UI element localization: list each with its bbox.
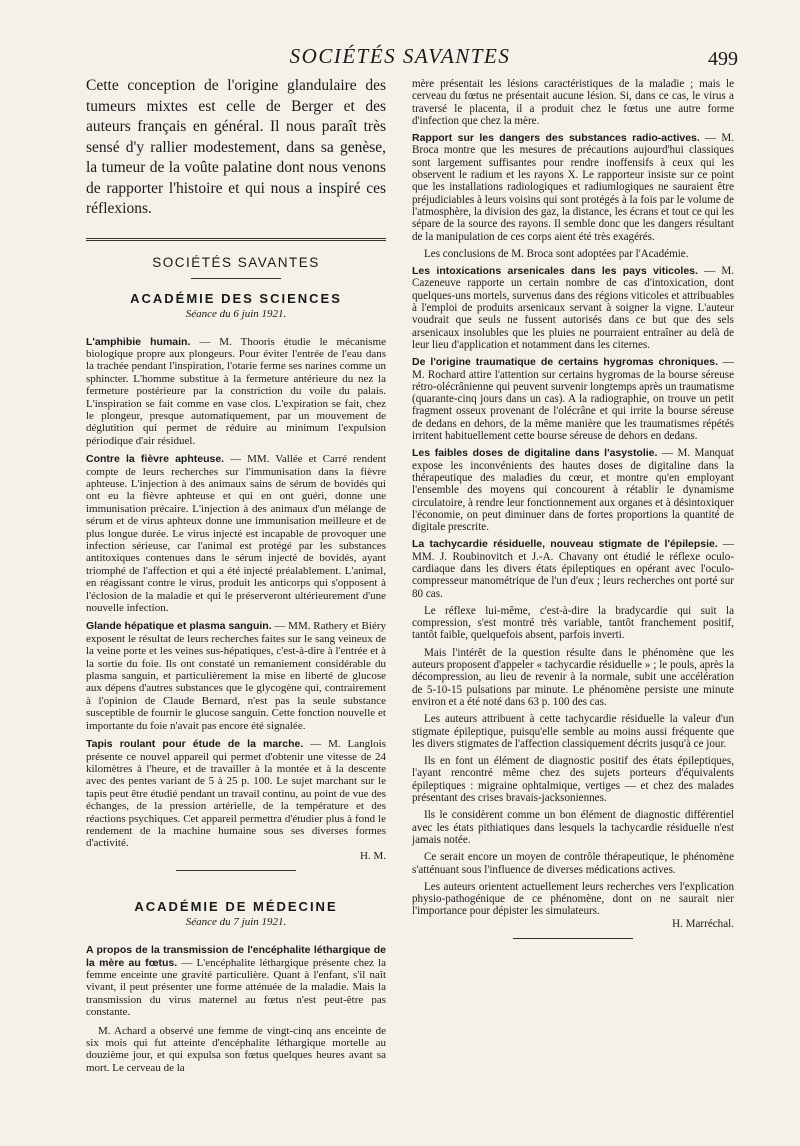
academy-sciences-heading: ACADÉMIE DES SCIENCES xyxy=(130,290,342,306)
abstract-paragraph: M. Achard a observé une femme de vingt-cinq ans enceinte de six mois qui fut atteinte d'encéphalite léthargique mortelle au douzième jour, et qui expulsa son fœtus quelques heures avant sa mort. Le cerveau de la xyxy=(86,1024,386,1074)
left-column xyxy=(86,76,386,1080)
abstract-title: Tapis roulant pour étude de la marche. xyxy=(86,738,304,751)
abstract-item xyxy=(86,738,386,862)
abstract-paragraph: Le réflexe lui-même, c'est-à-dire la bradycardie qui suit la compression, s'est montré très variable, tantôt franchement positif, tantôt faible, quelquefois absent, parfois inverti. xyxy=(412,604,734,642)
abstract-body: Les auteurs orientent actuellement leurs recherches vers l'explication physio-pathogénique de ce phénomène, dont on ne saurait nier l'importance pour dépister les simulateurs. xyxy=(412,880,734,918)
abstract-item xyxy=(412,447,734,533)
abstract-paragraph: Mais l'intérêt de la question résulte dans le phénomène que les auteurs proposent d'appeler « tachycardie résiduelle » ; le pouls, après la décompression, au lieu de revenir à la normale, subit une accélération de 5-10-15 pulsations par minute. Le phénomène persiste une minute environ et a été noté dans 63 p. 100 des cas. xyxy=(412,646,734,708)
right-column xyxy=(412,78,734,939)
abstract-title: Rapport sur les dangers des substances radio-actives. xyxy=(412,132,700,145)
abstract-body: — MM. J. Roubinovitch et J.-A. Chavany ont étudié le réflexe oculo-cardiaque dans les divers états épileptiques en opérant avec l'oculo-compresseur manométrique de l'un d'eux ; leurs recherches ont porté sur 80 cas. xyxy=(412,538,734,600)
abstract-title: A propos de la transmission de l'encéphalite léthargique de la mère au fœtus. xyxy=(86,944,386,969)
abstract-body: — L'encéphalite léthargique présente chez la femme enceinte une gravité particulière. Quant à l'enfant, s'il naît vivant, il peut présenter une forme atténuée de la maladie. Mais la transmission du virus maternel au fœtus n'est peut-être pas constante. xyxy=(86,956,386,1019)
abstract-item xyxy=(86,336,386,448)
abstract-item xyxy=(86,620,386,732)
abstract-title: Les intoxications arsenicales dans les pays viticoles. xyxy=(412,265,698,278)
abstract-body: — M. Langlois présente ce nouvel appareil qui permet d'obtenir une vitesse de 24 kilomètres à l'heure, et de travailler à la montée et à la descente avec des pentes variant de 5 à 25 p. 100. Le sujet marchant sur le tapis peut être étudié pendant un travail continu, au point de vue des échanges, de la pression artérielle, de la température et des réactions psychiques. Cet appareil permettra d'étudier plus à fond le rendement de la machine humaine sous ses diverses formes d'activité. xyxy=(86,738,386,850)
abstract-item xyxy=(86,453,386,614)
abstract-title: Les faibles doses de digitaline dans l'asystolie. xyxy=(412,447,658,460)
abstract-paragraph: Les auteurs attribuent à cette tachycardie résiduelle la valeur d'un stigmate épileptique, puisqu'elle semble au moins aussi fréquente que les divers stigmates de l'affection classiquement décrits jusqu'à ce jour. xyxy=(412,713,734,750)
abstract-item xyxy=(412,356,734,442)
seance-date: Séance du 7 juin 1921. xyxy=(185,916,287,929)
abstract-paragraph: Ils le considèrent comme un bon élément de diagnostic différentiel avec les états pithiatiques dans lesquels la tachycardie résiduelle n'est jamais notée. xyxy=(412,809,734,846)
abstract-body: — MM. Rathery et Biéry exposent le résultat de leurs recherches faites sur le sang veineux de la veine porte et les veines sus-hépatiques, c'est-à-dire à l'entrée et à la sortie du foie. Ils ont constaté un remaniement considérable du plasma sanguin, et particulièrement la mise en liberté de glucose aux dépens d'autres substances que le glycogène qui, contrairement à l'opinion de Claude Bernard, n'est pas la seule substance susceptible de fournir le glucose sanguin. Cette fonction nouvelle et importante du foie n'avait pas encore été signalée. xyxy=(86,620,386,732)
abstract-item xyxy=(86,944,386,1018)
section-divider xyxy=(86,238,386,241)
abstract-title: Contre la fièvre aphteuse. xyxy=(86,453,225,466)
running-title: SOCIÉTÉS SAVANTES xyxy=(289,44,511,68)
section-end-rule xyxy=(513,938,633,939)
abstract-body: — M. Manquat expose les inconvénients des hautes doses de digitaline dans la thérapeutique des maladies du cœur, et montre qu'en employant l'ensemble des moyens qui concourent à rétablir le dynamisme circulatoire, à rendre leur fonctionnement aux organes et à désintoxiquer l'économie, on peut diminuer dans de fortes proportions la quantité de digitale prescrite. xyxy=(412,447,735,534)
abstract-body: — M. Thooris étudie le mécanisme biologique propre aux plongeurs. Pour éviter l'entrée de l'eau dans la trachée pendant l'inspiration, l'otarie ferme ses narines comme un sphincter. L'homme substitue à la fermeture antérieure du nez la fermeture postérieure par la constriction du voile du palais. L'inspiration se fait comme en vase clos. L'expiration se fait, chez le plongeur, presque automatiquement, par un mouvement de déglutition qui permet de réduire au minimum l'expulsion périodique d'air résiduel. xyxy=(86,335,386,447)
abstract-item xyxy=(412,265,734,351)
abstract-paragraph: Ce serait encore un moyen de contrôle thérapeutique, le phénomène s'atténuant sous l'influence de diverses médications actives. xyxy=(412,851,734,876)
abstract-title: La tachycardie résiduelle, nouveau stigmate de l'épilepsie. xyxy=(412,538,718,551)
page-number: 499 xyxy=(708,48,738,70)
abstract-paragraph xyxy=(412,881,734,930)
heading-rule xyxy=(191,278,281,279)
section-heading: SOCIÉTÉS SAVANTES xyxy=(152,254,320,270)
intro-paragraph: Cette conception de l'origine glandulaire des tumeurs mixtes est celle de Berger et des auteurs français en général. Il nous paraît très sensé d'y rallier modestement, dans sa genèse, la tumeur de la voûte palatine dont nous venons de rapporter l'histoire et qui nous a inspiré ces réflexions. xyxy=(86,77,386,217)
abstract-body: — M. Rochard attire l'attention sur certains hygromas de la bourse séreuse rétro-olécrânienne qui peuvent survenir longtemps après un traumatisme (quarante-cinq jours dans un cas). A la radiographie, on trouve un petit fragment osseux provenant de l'olécrâne et qui irrite la bourse séreuse de dedans en dehors, de la même manière que les traumatismes répétés irritent habituellement cette bourse séreuse de dehors en dedans. xyxy=(412,356,734,443)
abstract-paragraph: Ils en font un élément de diagnostic positif des états épileptiques, l'ayant rencontré même chez des sujets porteurs d'équivalents épileptiques : migraine ophtalmique, vertiges — et chez des malades présentant des crises bravais-jacksoniennes. xyxy=(412,755,734,805)
abstract-continuation: mère présentait les lésions caractéristiques de la maladie ; mais le cerveau du fœtus ne présentait aucune lésion. Si, dans ce cas, le virus a traversé le placenta, il a produit chez le fœtus une autre forme d'infection que chez la mère. xyxy=(412,78,734,127)
abstract-body: — M. Cazeneuve rapporte un certain nombre de cas d'intoxication, dont quelques-uns mortels, survenus dans des régions viticoles et attribuables à l'emploi de produits arsenicaux servant à soigner la vigne. L'auteur voudrait que seuls ne fussent autorisés dans ce but que des sels arsenicaux insolubles que les pluies ne pourraient entraîner au delà de leur lieu d'application et notamment dans les citernes. xyxy=(412,265,734,351)
author-signature: H. Marréchal. xyxy=(672,917,734,930)
abstract-title: Glande hépatique et plasma sanguin. xyxy=(86,620,272,633)
abstract-title: L'amphibie humain. xyxy=(86,335,191,348)
author-signature: H. M. xyxy=(360,849,386,862)
abstract-paragraph: Les conclusions de M. Broca sont adoptées par l'Académie. xyxy=(424,247,689,260)
abstract-item xyxy=(412,132,734,243)
abstract-item xyxy=(412,538,734,599)
abstract-body: — M. Broca montre que les mesures de précautions aujourd'hui classiques sont largement suffisantes pour rendre inoffensifs à ceux qui les observent le radium et les rayons X. Le rapporteur insiste sur ce point que les installations radiologiques et radiumlogiques ne sauraient être préjudiciables à leurs voisins qui sont protégés à la fois par le volume de l'atmosphère, la division des gaz, la distance, les écrans et tout ce qui les sépare de la source des rayons. Il semble donc que les dangers résultant de la manipulation de ces corps aient été très exagérés. xyxy=(412,132,734,243)
seance-date: Séance du 6 juin 1921. xyxy=(185,307,287,320)
abstract-title: De l'origine traumatique de certains hygromas chroniques. xyxy=(412,356,719,369)
abstract-body: — MM. Vallée et Carré rendent compte de leurs recherches sur l'immunisation dans la fièvre aphteuse. L'injection à des animaux sains de sérum de bovidés qui ont eu la fièvre aphteuse et qui en ont guéri, donne une immunisation précaire. L'injection à des animaux d'un mélange de sérum et de virus aphteux donne une immunisation meilleure et de plus longue durée. Le virus injecté est incapable de provoquer une infection sérieuse, car l'animal est protégé par les substances antitoxiques contenues dans le sérum injecté de bovidés, ayant triomphé de l'affection et qui a été injecté préalablement. L'animal, en réagissant contre le virus, produit les anticorps qui s'opposent à l'éclosion de la maladie et qui le préserveront ultérieurement d'une nouvelle infection. xyxy=(86,453,387,615)
academy-medecine-heading: ACADÉMIE DE MÉDECINE xyxy=(134,899,338,915)
